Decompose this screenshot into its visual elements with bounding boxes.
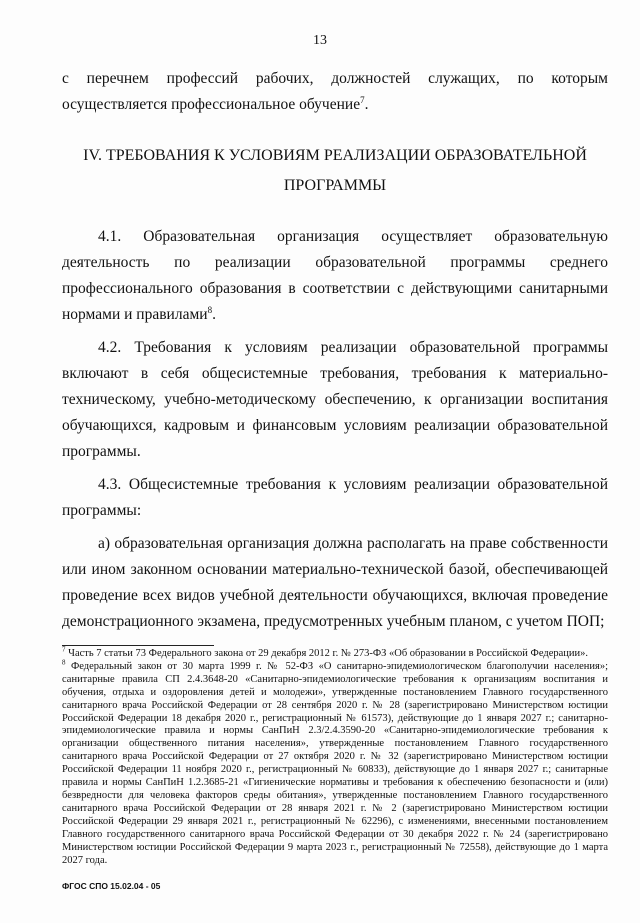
footnotes [62,645,609,867]
footnote-7 [62,645,608,661]
paragraph-4-3: 4.3. Общесистемные требования к условиям реализации образовательной программы: [62,476,608,519]
footnote-7-text: Часть 7 статьи 73 Федерального закона от 29 декабря 2012 г. № 273-ФЗ «Об образовании в Российской Федерации». [68,648,589,659]
intro-paragraph-block [62,66,608,118]
paragraph-4-2: 4.2. Требования к условиям реализации образовательной программы включают в себя общесистемные требования, требования к материально-техническому, учебно-методическому обеспечению, к организации воспитания обучающихся, кадровым и финансовым условиям реализации образовательной программы. [62,339,608,460]
footnote-8 [62,658,609,868]
document-code: ФГОС СПО 15.02.04 - 05 [62,881,161,891]
paragraph-4-1-end: . [212,306,216,323]
footnote-7-number: 7 [62,645,66,654]
footnote-8-number: 8 [62,658,66,667]
section-heading: IV. ТРЕБОВАНИЯ К УСЛОВИЯМ РЕАЛИЗАЦИИ ОБРАЗОВАТЕЛЬНОЙ ПРОГРАММЫ [83,147,587,194]
paragraph-4-1-text: 4.1. Образовательная организация осуществляет образовательную деятельность по реализации образовательной программы среднего профессионального образования в соответствии с действующими санитарными нормами и правилами [62,228,608,323]
paragraph-4-3-a: а) образовательная организация должна располагать на праве собственности или ином законном основании материально-технической базой, обеспечивающей проведение всех видов учебной деятельности обучающихся, включая проведение демонстрационного экзамена, предусмотренных учебным планом, с учетом ПОП; [62,535,608,630]
paragraph-4-1 [62,224,608,328]
footnote-divider [62,645,214,646]
intro-paragraph [62,66,608,118]
footnote-8-text: Федеральный закон от 30 марта 1999 г. № 52-ФЗ «О санитарно-эпидемиологическом благополучии населения»; санитарные правила СП 2.4.3648-20 «Санитарно-эпидемиологические требования к организациям воспитания и обучения, отдыха и оздоровления детей и молодежи», утвержденные постановлением Главного государственного санитарного врача Российской Федерации от 28 сентября 2020 г. № 28 (зарегистрировано Министерством юстиции Российской Федерации 18 декабря 2020 г., регистрационный № 61573), действующие до 1 января 2027 г.; санитарно-эпидемиологические правила и нормы СанПиН 2.3/2.4.3590-20 «Санитарно-эпидемиологические требования к организации общественного питания населения», утвержденные постановлением Главного государственного санитарного врача Российской Федерации от 27 октября 2020 г. № 32 (зарегистрировано Министерством юстиции Российской Федерации 11 ноября 2020 г., регистрационный № 60833), действующие до 1 января 2027 г.; санитарные правила и нормы СанПиН 1.2.3685-21 «Гигиенические нормативы и требования к обеспечению безопасности и (или) безвредности для человека факторов среды обитания», утвержденные постановлением Главного государственного санитарного врача Российской Федерации от 28 января 2021 г. № 2 (зарегистрировано Министерством юстиции Российской Федерации 29 января 2021 г., регистрационный № 62296), с изменениями, внесенными постановлением Главного государственного санитарного врача Российской Федерации от 30 декабря 2022 г. № 24 (зарегистрировано Министерством юстиции Российской Федерации 9 марта 2023 г., регистрационный № 72558), действующие до 1 марта 2027 года. [62,660,609,866]
main-paragraphs [62,224,608,635]
intro-text: с перечнем профессий рабочих, должностей служащих, по которым осуществляется профессиональное обучение [62,70,608,113]
page-number: 13 [313,33,327,48]
footnote-ref-8: 8 [207,304,213,315]
footnote-ref-7: 7 [360,94,365,105]
intro-end: . [364,96,369,113]
